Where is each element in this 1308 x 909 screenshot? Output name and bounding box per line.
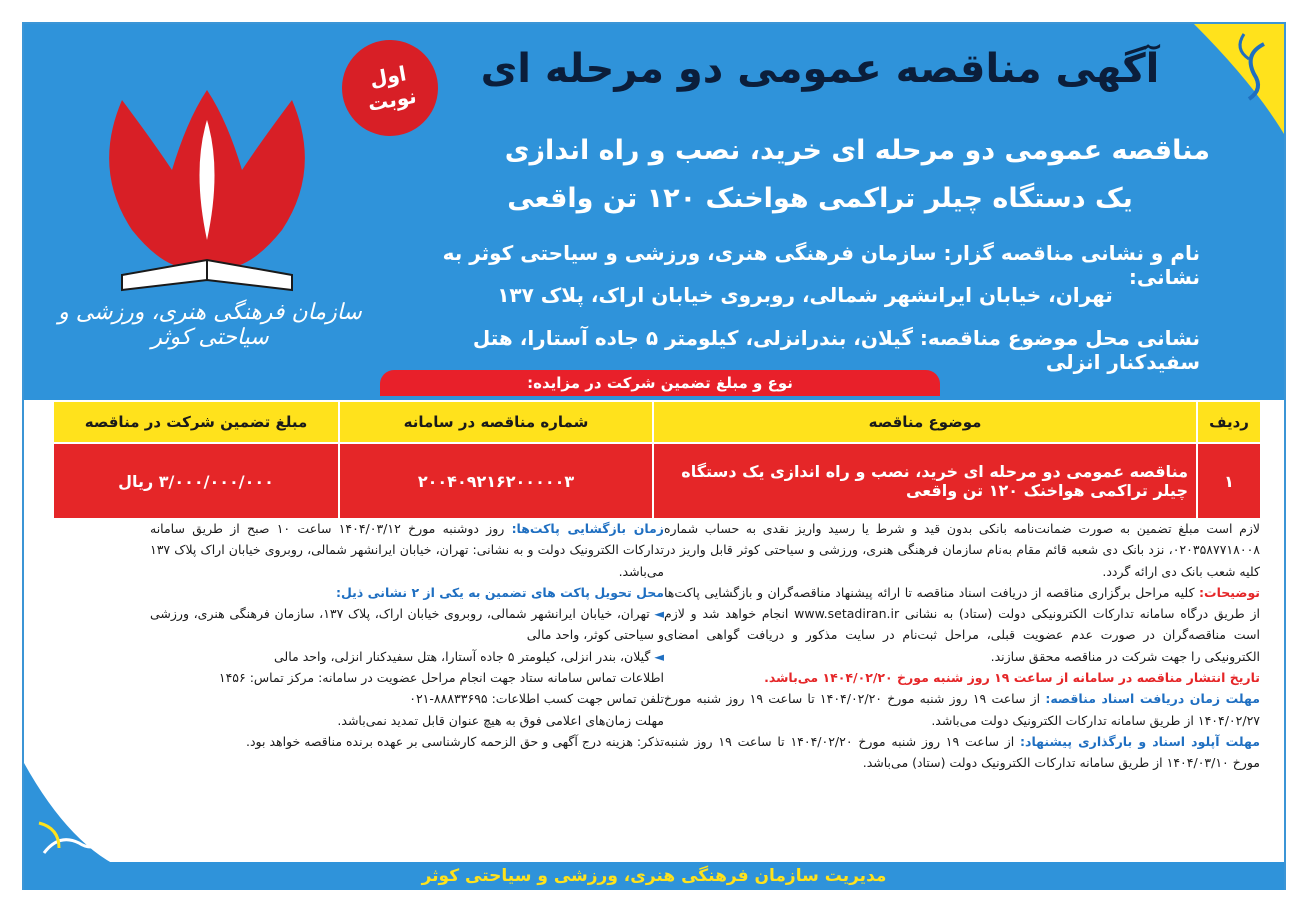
deadline-note: مهلت زمان‌های اعلامی فوق به هیچ عنوان قابل تمدید نمی‌باشد. <box>337 712 664 728</box>
corner-ornament-icon <box>1174 24 1284 134</box>
footer-bar <box>24 862 1284 890</box>
upload-label: مهلت آپلود اسناد و بارگذاری پیشنهاد: <box>1020 733 1260 749</box>
header-subject: موضوع مناقصه <box>653 401 1197 443</box>
page-title: آگهی مناقصه عمومی دو مرحله ای <box>480 46 1160 92</box>
cell-guarantee-amount: ۳/۰۰۰/۰۰۰/۰۰۰ ریال <box>53 443 339 519</box>
upload-text: از ساعت ۱۹ روز شنبه مورخ ۱۴۰۴/۰۲/۲۰ تا ساعت ۱۹ روز شنبه مورخ ۱۴۰۴/۰۳/۱۰ از طریق سامانه تدارکات الکترونیک دولت (ستاد) می‌باشد. <box>664 733 1260 771</box>
docs-deadline <box>664 688 1260 731</box>
details-left-column <box>150 518 664 752</box>
notes-text: کلیه مراحل برگزاری مناقصه از دریافت اسناد مناقصه تا ارائه پیشنهاد مناقصه‌گران و بازگشایی پاکت‌ها از طریق درگاه سامانه تدارکات الکترونیکی دولت (ستاد) به نشانی www.setadiran.ir انجام خواهد شد و لازم است مناقصه‌گران در صورت عدم عضویت قبلی، مراحل ثبت‌نام در سایت مذکور و دریافت گواهی امضای الکترونیکی را جهت شرکت در مناقصه محقق سازند. <box>664 584 1260 664</box>
notes-paragraph <box>664 582 1260 667</box>
subtitle-line-1: مناقصه عمومی دو مرحله ای خرید، نصب و راه اندازی <box>504 135 1210 166</box>
cell-row-number: ۱ <box>1197 443 1261 519</box>
delivery-address-1 <box>150 603 664 646</box>
organizer-info: نام و نشانی مناقصه گزار: سازمان فرهنگی هنری، ورزشی و سیاحتی کوثر به نشانی: <box>442 241 1200 289</box>
delivery-label: محل تحویل پاکت های تضمین به یکی از ۲ نشانی ذیل: <box>336 584 664 600</box>
docs-label: مهلت زمان دریافت اسناد مناقصه: <box>1045 691 1260 707</box>
badge-line1: اول <box>367 61 409 92</box>
header-guarantee-amount: مبلغ تضمین شرکت در مناقصه <box>53 401 339 443</box>
contact-setad: اطلاعات تماس سامانه ستاد جهت انجام مراحل عضویت در سامانه: مرکز تماس: ۱۴۵۶ <box>218 670 664 686</box>
tulip-logo-icon <box>92 80 322 310</box>
docs-text: از ساعت ۱۹ روز شنبه مورخ ۱۴۰۴/۰۲/۲۰ تا ساعت ۱۹ روز شنبه مورخ ۱۴۰۴/۰۲/۲۷ از طریق سامانه تدارکات الکترونیک دولت می‌باشد. <box>664 691 1260 728</box>
subtitle-line-2: یک دستگاه چیلر تراکمی هواخنک ۱۲۰ تن واقعی <box>507 183 1133 214</box>
header-row-number: ردیف <box>1197 401 1261 443</box>
opening-paragraph <box>150 518 664 582</box>
address-1-text: تهران، خیابان ایرانشهر شمالی، روبروی خیابان اراک، پلاک ۱۳۷، سازمان فرهنگی هنری، ورزشی و سیاحتی کوثر، واحد مالی <box>150 606 664 643</box>
badge-line2: نوبت <box>365 83 419 116</box>
details-right-column <box>664 518 1260 774</box>
contact-phone: تلفن تماس جهت کسب اطلاعات: ۸۸۸۳۳۶۹۵-۰۲۱ <box>409 691 664 707</box>
delivery-address-2 <box>150 646 664 667</box>
table-row <box>53 443 1261 519</box>
opening-label: زمان بازگشایی پاکت‌ها: <box>511 521 664 536</box>
corner-ornament-icon <box>24 763 134 873</box>
footer-signature: مدیریت سازمان فرهنگی هنری، ورزشی و سیاحتی کوثر <box>421 866 887 886</box>
arrow-icon: ◄ <box>654 648 664 664</box>
address-2-text: گیلان، بندر انزلی، کیلومتر ۵ جاده آستارا، هتل سفیدکنار انزلی، واحد مالی <box>274 648 651 664</box>
table-header-row <box>53 401 1261 443</box>
organizer-address: تهران، خیابان ایرانشهر شمالی، روبروی خیابان اراک، پلاک ۱۳۷ <box>497 283 1113 307</box>
opening-text: روز دوشنبه مورخ ۱۴۰۴/۰۳/۱۲ ساعت ۱۰ صبح از طریق سامانه تدارکات الکترونیک دولت و به نشانی: تهران، خیابان ایرانشهر شمالی، روبروی خیابان اراک پلاک ۱۳۷ می‌باشد. <box>150 521 664 579</box>
guarantee-paragraph: لازم است مبلغ تضمین به صورت ضمانت‌نامه بانکی بدون قید و شرط یا رسید واریز نقدی به حساب شماره ۰۲۰۳۵۸۷۷۱۸۰۰۸، نزد بانک دی شعبه قائم مقام به‌نام سازمان فرهنگی هنری، ورزشی و سیاحتی کوثر قابل واریز در کلیه شعب بانک دی ارائه گردد. <box>664 521 1260 579</box>
arrow-icon: ◄ <box>654 606 664 622</box>
header-tender-number: شماره مناقصه در سامانه <box>339 401 653 443</box>
cell-tender-number: ۲۰۰۴۰۹۲۱۶۲۰۰۰۰۰۳ <box>339 443 653 519</box>
logo-caption: سازمان فرهنگی هنری، ورزشی و سیاحتی کوثر <box>58 300 362 350</box>
upload-deadline <box>664 731 1260 774</box>
notes-label: توضیحات: <box>1199 584 1260 600</box>
publish-date: تاریخ انتشار مناقصه در سامانه از ساعت ۱۹ روز شنبه مورخ ۱۴۰۴/۰۲/۲۰ می‌باشد. <box>764 670 1260 686</box>
cost-note: تذکر: هزینه درج آگهی و حق الزحمه کارشناسی بر عهده برنده مناقصه خواهد بود. <box>246 733 664 749</box>
tender-table <box>52 400 1262 520</box>
site-address: نشانی محل موضوع مناقصه: گیلان، بندرانزلی، کیلومتر ۵ جاده آستارا، هتل سفیدکنار انزلی <box>472 326 1200 374</box>
cell-subject: مناقصه عمومی دو مرحله ای خرید، نصب و راه اندازی یک دستگاه چیلر تراکمی هواخنک ۱۲۰ تن واقعی <box>653 443 1197 519</box>
guarantee-ribbon: نوع و مبلغ تضمین شرکت در مزایده: <box>380 370 940 396</box>
